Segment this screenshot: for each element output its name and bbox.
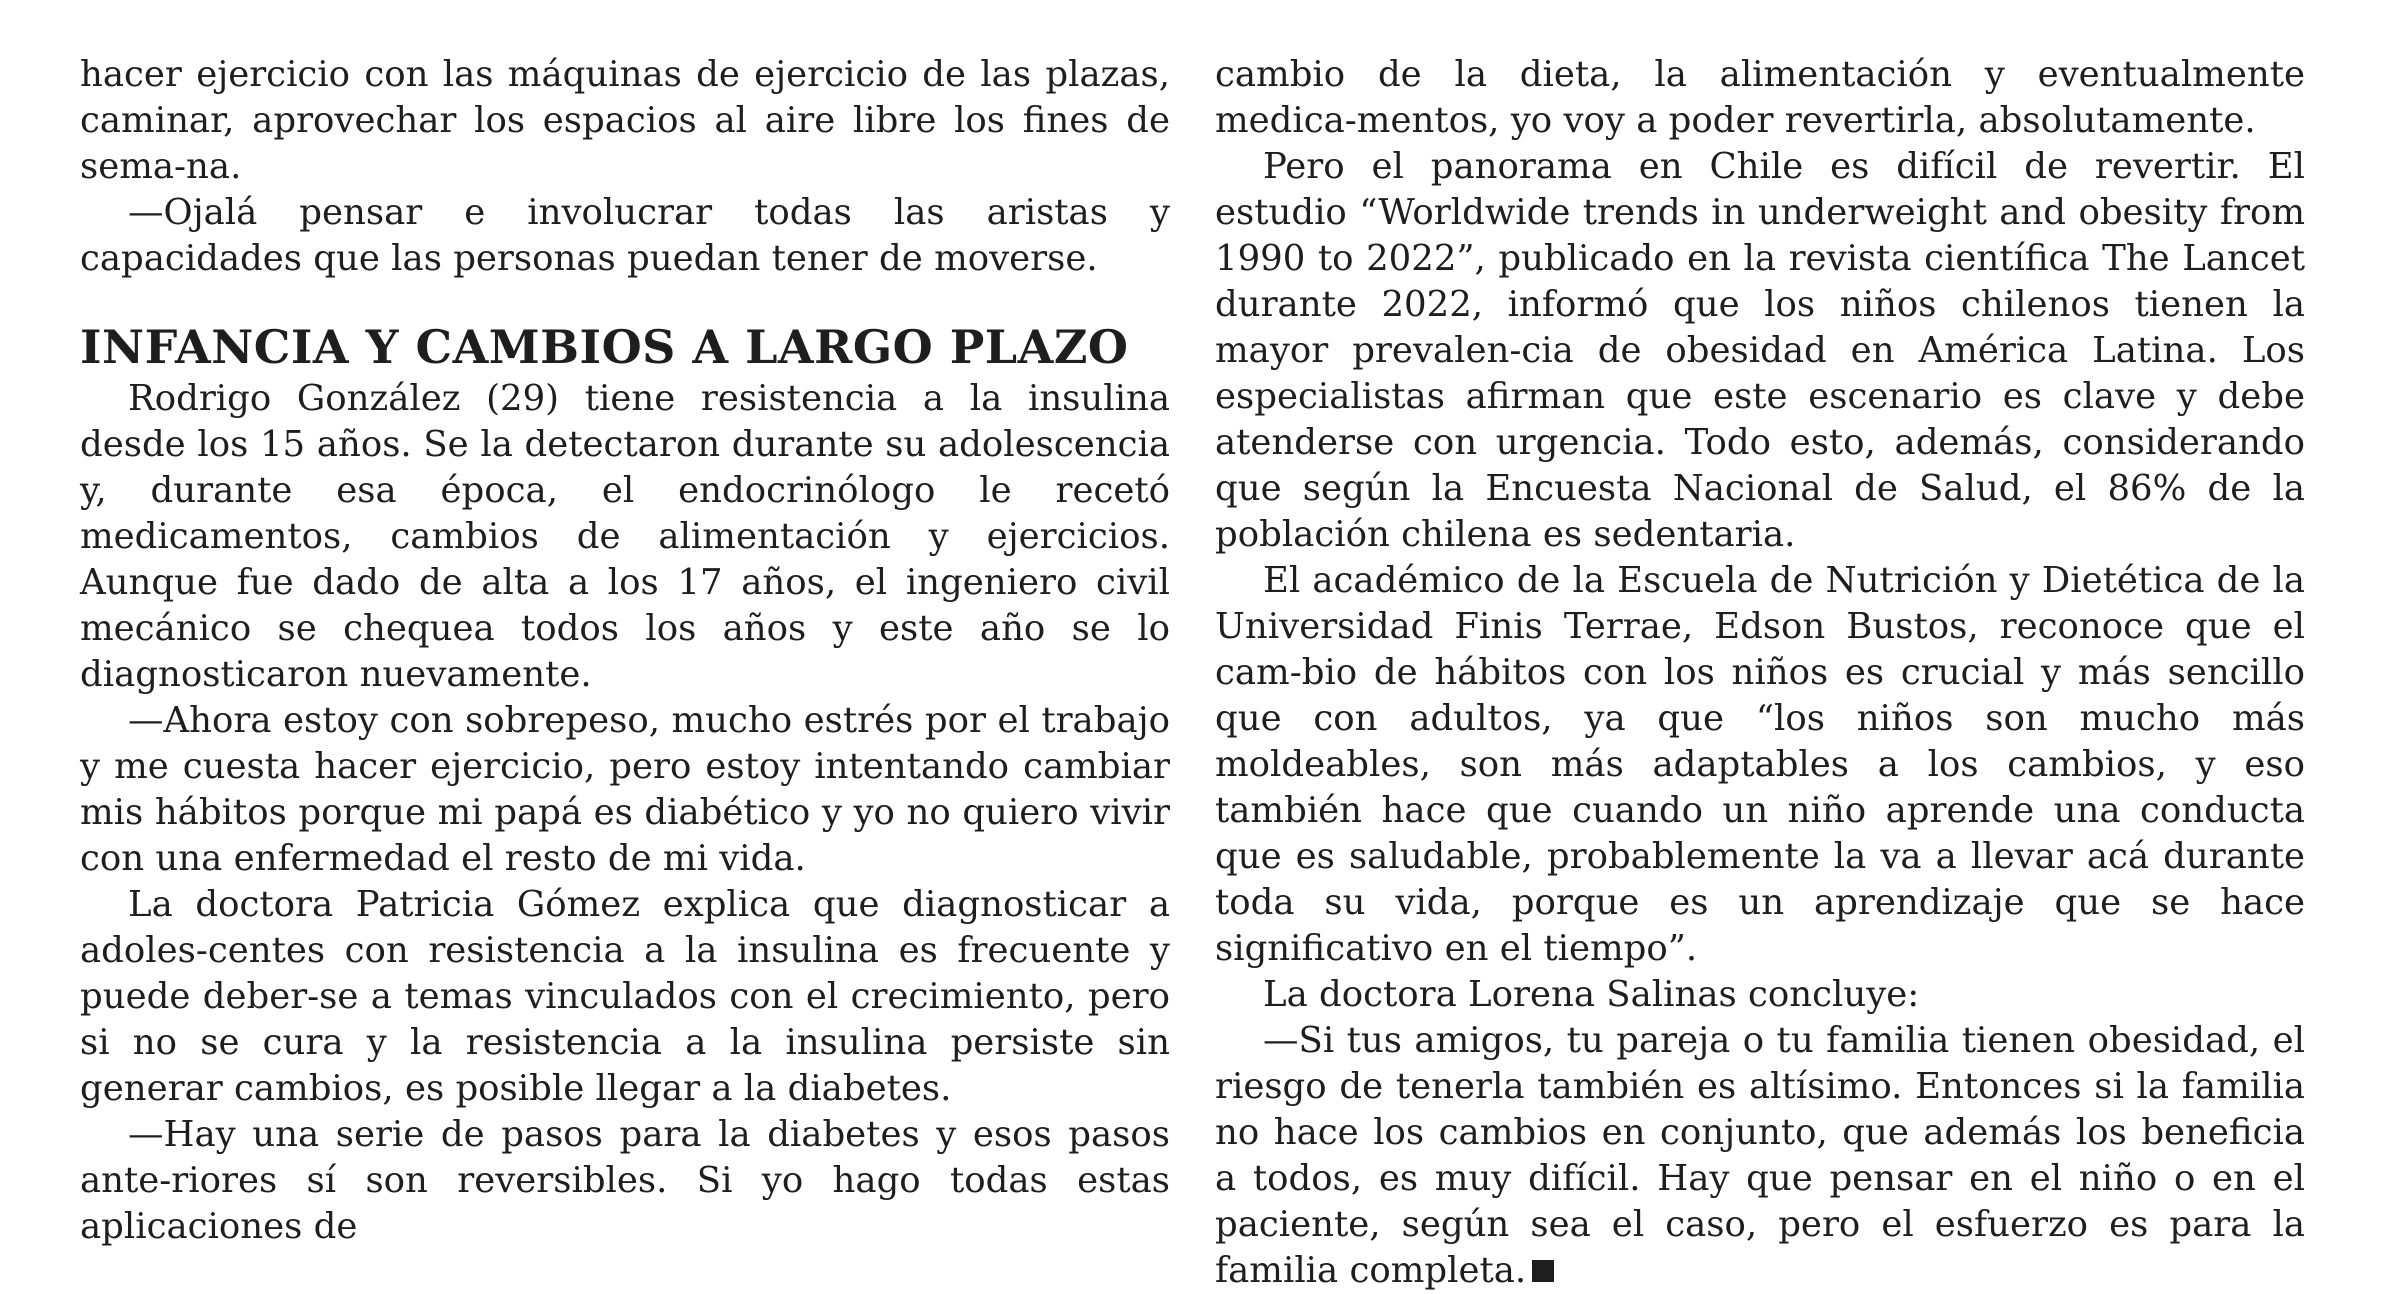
paragraph: El académico de la Escuela de Nutrición y Dietética de la Universidad Finis Terrae, Edson Bustos, reconoce que el cam-bio de hábitos con los niños es crucial y más sencillo que con adultos, ya que “los niños son mucho más moldeables, son más adaptables a los cambios, y eso también hace que cuando un niño aprende una conducta que es saludable, probablemente la va a llevar acá durante toda su vida, porque es un aprendizaje que se hace significativo en el tiempo”. — [1215, 560, 2305, 969]
left-column — [80, 52, 1170, 1250]
final-paragraph-text: —Si tus amigos, tu pareja o tu familia tienen obesidad, el riesgo de tenerla también es altísimo. Entonces si la familia no hace los cambios en conjunto, que además los beneficia a todos, es muy difícil. Hay que pensar en el niño o en el paciente, según sea el caso, pero el esfuerzo es para la familia completa. — [1215, 1020, 2305, 1291]
paragraph-quote: —Hay una serie de pasos para la diabetes y esos pasos ante-riores sí son reversibles. Si yo hago todas estas aplicaciones de — [80, 1114, 1170, 1247]
paragraph: Rodrigo González (29) tiene resistencia a la insulina desde los 15 años. Se la detectaron durante su adolescencia y, durante esa época, el endocrinólogo le recetó medicamentos, cambios de alimentación y ejercicios. Aunque fue dado de alta a los 17 años, el ingeniero civil mecánico se chequea todos los años y este año se lo diagnosticaron nuevamente. — [80, 378, 1170, 695]
paragraph: Pero el panorama en Chile es difícil de revertir. El estudio “Worldwide trends in underweight and obesity from 1990 to 2022”, publicado en la revista científica The Lancet durante 2022, informó que los niños chilenos tienen la mayor prevalen-cia de obesidad en América Latina. Los especialistas afirman que este escenario es clave y debe atenderse con urgencia. Todo esto, además, considerando que según la Encuesta Nacional de Salud, el 86% de la población chilena es sedentaria. — [1215, 146, 2305, 555]
paragraph: La doctora Patricia Gómez explica que diagnosticar a adoles-centes con resistencia a la insulina es frecuente y puede deber-se a temas vinculados con el crecimiento, pero si no se cura y la resistencia a la insulina persiste sin generar cambios, es posible llegar a la diabetes. — [80, 884, 1170, 1109]
paragraph-continuation: hacer ejercicio con las máquinas de ejercicio de las plazas, caminar, aprovechar los espacios al aire libre los fines de sema-na. — [80, 54, 1170, 187]
paragraph-final — [1215, 1018, 2305, 1294]
paragraph-quote: —Ahora estoy con sobrepeso, mucho estrés por el trabajo y me cuesta hacer ejercicio, pero estoy intentando cambiar mis hábitos porque mi papá es diabético y yo no quiero vivir con una enfermedad el resto de mi vida. — [80, 700, 1170, 879]
end-of-article-square-icon — [1532, 1260, 1554, 1282]
paragraph: La doctora Lorena Salinas concluye: — [1263, 974, 1920, 1015]
paragraph-continuation: cambio de la dieta, la alimentación y eventualmente medica-mentos, yo voy a poder revertirla, absolutamente. — [1215, 54, 2305, 141]
right-column — [1215, 52, 2305, 1294]
paragraph-quote: —Ojalá pensar e involucrar todas las aristas y capacidades que las personas puedan tener de moverse. — [80, 192, 1170, 279]
section-heading: INFANCIA Y CAMBIOS A LARGO PLAZO — [80, 320, 1129, 374]
